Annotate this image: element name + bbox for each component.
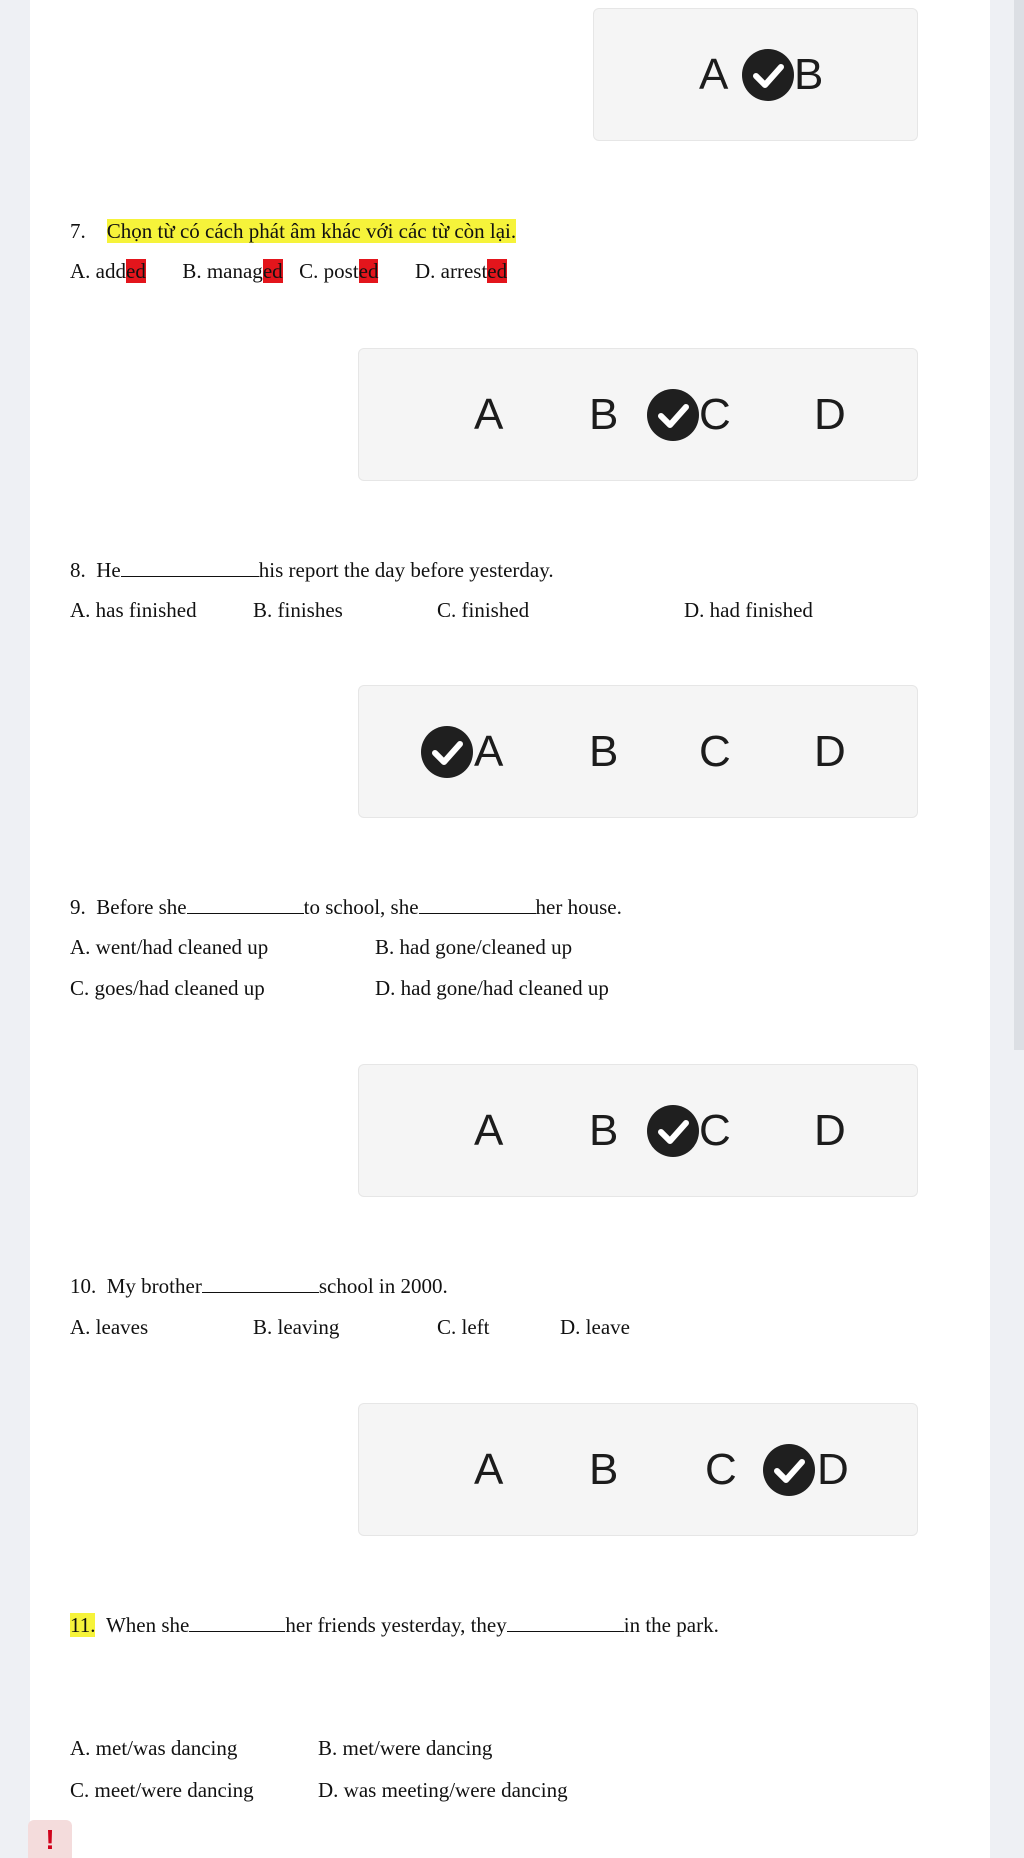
question-9: 9. Before she to school, she her house. bbox=[70, 895, 622, 919]
answer-option-b[interactable]: B bbox=[589, 1444, 619, 1494]
question-7 bbox=[70, 218, 516, 244]
question-number: 7. bbox=[70, 219, 86, 243]
answer-option-a[interactable]: A bbox=[474, 726, 504, 776]
blank bbox=[187, 895, 304, 914]
blank bbox=[189, 1613, 285, 1632]
option-d: D. leave bbox=[560, 1315, 630, 1339]
question-10: 10. My brother school in 2000. bbox=[70, 1274, 448, 1298]
answer-option-c[interactable]: C bbox=[705, 1444, 737, 1494]
option-b: B. finishes bbox=[253, 598, 343, 622]
option-a: A. went/had cleaned up bbox=[70, 935, 269, 959]
options-q9-row2 bbox=[70, 975, 870, 1001]
answer-option-d[interactable]: D bbox=[814, 726, 846, 776]
answer-option-d[interactable]: D bbox=[814, 1105, 846, 1155]
answer-box-q9 bbox=[358, 1064, 918, 1197]
options-q7 bbox=[70, 258, 507, 284]
answer-option-b[interactable]: B bbox=[589, 1105, 619, 1155]
options-q10 bbox=[70, 1314, 870, 1340]
option-c: C. left bbox=[437, 1315, 490, 1339]
option-c: C. meet/were dancing bbox=[70, 1778, 254, 1802]
answer-option-c[interactable]: C bbox=[699, 726, 731, 776]
answer-box-q6 bbox=[593, 8, 918, 141]
warning-icon[interactable]: ! bbox=[28, 1820, 72, 1858]
option-d: D. had finished bbox=[684, 598, 813, 622]
option-a: A. leaves bbox=[70, 1315, 149, 1339]
options-q9-row1 bbox=[70, 934, 870, 960]
option-c: C. posted bbox=[299, 259, 379, 283]
answer-option-a[interactable]: A bbox=[474, 389, 504, 439]
answer-option-c[interactable]: C bbox=[699, 389, 731, 439]
answer-option-c[interactable]: C bbox=[699, 1105, 731, 1155]
answer-option-b[interactable]: B bbox=[589, 389, 619, 439]
option-a: A. has finished bbox=[70, 598, 197, 622]
answer-option-a[interactable]: A bbox=[474, 1105, 504, 1155]
answer-option-a[interactable]: A bbox=[699, 49, 729, 99]
answer-option-d[interactable]: D bbox=[817, 1444, 849, 1494]
option-a: A. met/was dancing bbox=[70, 1736, 238, 1760]
blank bbox=[121, 558, 259, 577]
option-b: B. leaving bbox=[253, 1315, 340, 1339]
question-text: Chọn từ có cách phát âm khác với các từ còn lại. bbox=[106, 219, 517, 243]
question-8: 8. He his report the day before yesterday. bbox=[70, 558, 554, 582]
check-icon bbox=[763, 1444, 815, 1496]
check-icon bbox=[421, 726, 473, 778]
answer-option-b[interactable]: B bbox=[589, 726, 619, 776]
option-a: A. added bbox=[70, 259, 146, 283]
blank bbox=[507, 1613, 624, 1632]
answer-box-q8 bbox=[358, 685, 918, 818]
answer-box-q10 bbox=[358, 1403, 918, 1536]
options-q11-row1 bbox=[70, 1735, 870, 1761]
option-b: B. managed bbox=[182, 259, 283, 283]
answer-option-b[interactable]: B bbox=[794, 49, 824, 99]
option-c: C. goes/had cleaned up bbox=[70, 976, 265, 1000]
answer-box-q7 bbox=[358, 348, 918, 481]
check-icon bbox=[647, 389, 699, 441]
options-q11-row2 bbox=[70, 1777, 870, 1803]
check-icon bbox=[742, 49, 794, 101]
option-c: C. finished bbox=[437, 598, 530, 622]
option-b: B. had gone/cleaned up bbox=[375, 935, 573, 959]
blank bbox=[202, 1274, 319, 1293]
blank bbox=[419, 895, 536, 914]
question-11: 11. When she her friends yesterday, they in the park. bbox=[70, 1613, 719, 1637]
check-icon bbox=[647, 1105, 699, 1157]
scrollbar[interactable] bbox=[1014, 0, 1024, 1050]
options-q8 bbox=[70, 597, 870, 623]
page bbox=[30, 0, 990, 1858]
answer-option-d[interactable]: D bbox=[814, 389, 846, 439]
answer-option-a[interactable]: A bbox=[474, 1444, 504, 1494]
option-b: B. met/were dancing bbox=[318, 1736, 493, 1760]
option-d: D. had gone/had cleaned up bbox=[375, 976, 609, 1000]
option-d: D. was meeting/were dancing bbox=[318, 1778, 568, 1802]
option-d: D. arrested bbox=[414, 259, 508, 283]
